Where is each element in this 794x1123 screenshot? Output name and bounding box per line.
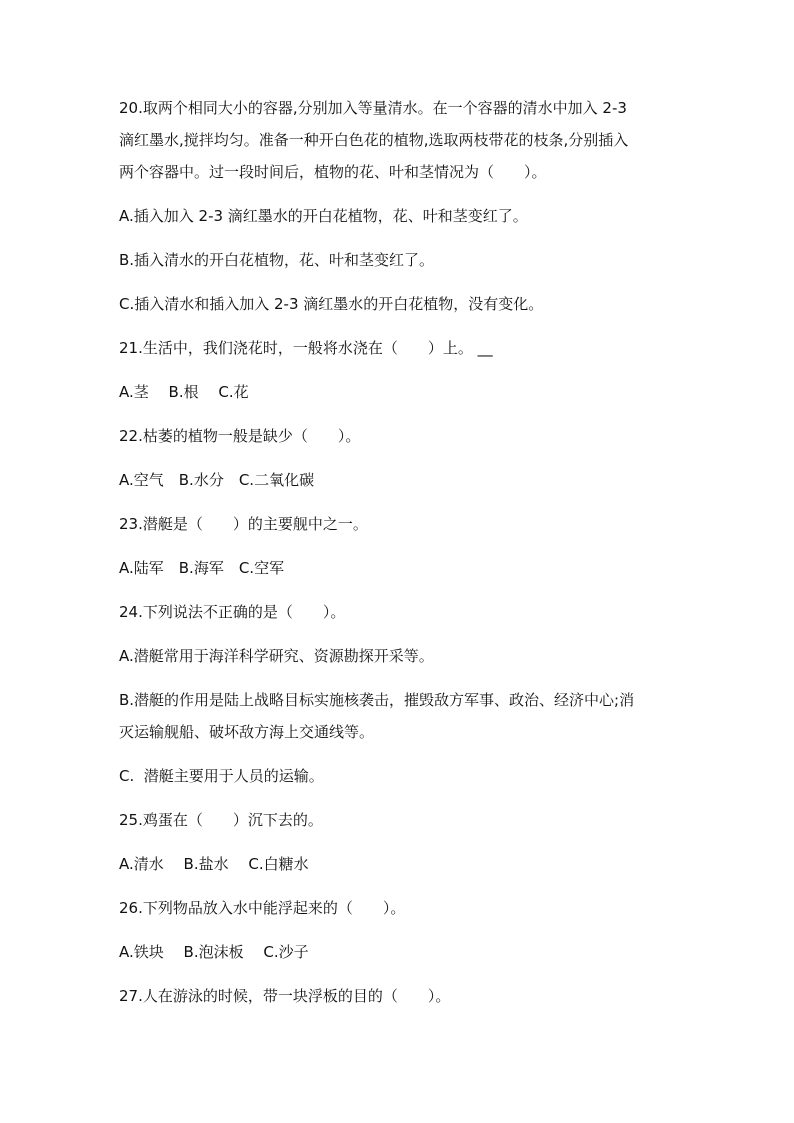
question-24-option-b-line-2: 灭运输舰船、破坏敌方海上交通线等。 <box>119 723 375 741</box>
question-26-options: A.铁块 B.泡沫板 C.沙子 <box>119 943 309 961</box>
question-list <box>119 92 681 1012</box>
question-23-options: A.陆军 B.海军 C.空军 <box>119 559 285 577</box>
question-20-stem-line-1: 20.取两个相同大小的容器,分别加入等量清水。在一个容器的清水中加入 2-3 <box>119 99 627 117</box>
question-25-options: A.清水 B.盐水 C.白糖水 <box>119 855 309 873</box>
question-24-option-a: A.潜艇常用于海洋科学研究、资源勘探开采等。 <box>119 647 434 665</box>
question-20-stem-line-2: 滴红墨水,搅拌均匀。准备一种开白色花的植物,选取两枝带花的枝条,分别插入 <box>119 131 629 149</box>
question-25-stem: 25.鸡蛋在（ ）沉下去的。 <box>119 811 323 829</box>
question-23 <box>119 508 681 584</box>
question-24 <box>119 596 681 792</box>
question-26-stem: 26.下列物品放入水中能浮起来的（ ）。 <box>119 899 406 917</box>
question-20-option-c: C.插入清水和插入加入 2-3 滴红墨水的开白花植物，没有变化。 <box>119 295 544 313</box>
question-22 <box>119 420 681 496</box>
question-26 <box>119 892 681 968</box>
question-25 <box>119 804 681 880</box>
question-20 <box>119 92 681 320</box>
question-27 <box>119 980 681 1012</box>
question-20-stem-line-3: 两个容器中。过一段时间后，植物的花、叶和茎情况为（ ）。 <box>119 163 547 181</box>
question-21-stem: 21.生活中，我们浇花时，一般将水浇在（ ）上。 __ <box>119 339 493 357</box>
question-23-stem: 23.潜艇是（ ）的主要舰中之一。 <box>119 515 368 533</box>
question-24-option-b-line-1: B.潜艇的作用是陆上战略目标实施核袭击，摧毁敌方军事、政治、经济中心;消 <box>119 691 635 709</box>
question-22-stem: 22.枯萎的植物一般是缺少（ ）。 <box>119 427 361 445</box>
question-24-option-c: C. 潜艇主要用于人员的运输。 <box>119 767 324 785</box>
question-21 <box>119 332 681 408</box>
question-20-option-b: B.插入清水的开白花植物，花、叶和茎变红了。 <box>119 251 435 269</box>
question-27-stem: 27.人在游泳的时候，带一块浮板的目的（ ）。 <box>119 987 451 1005</box>
question-20-option-a: A.插入加入 2-3 滴红墨水的开白花植物，花、叶和茎变红了。 <box>119 207 528 225</box>
question-21-options: A.茎 B.根 C.花 <box>119 383 249 401</box>
question-24-stem: 24.下列说法不正确的是（ ）。 <box>119 603 346 621</box>
question-22-options: A.空气 B.水分 C.二氧化碳 <box>119 471 315 489</box>
